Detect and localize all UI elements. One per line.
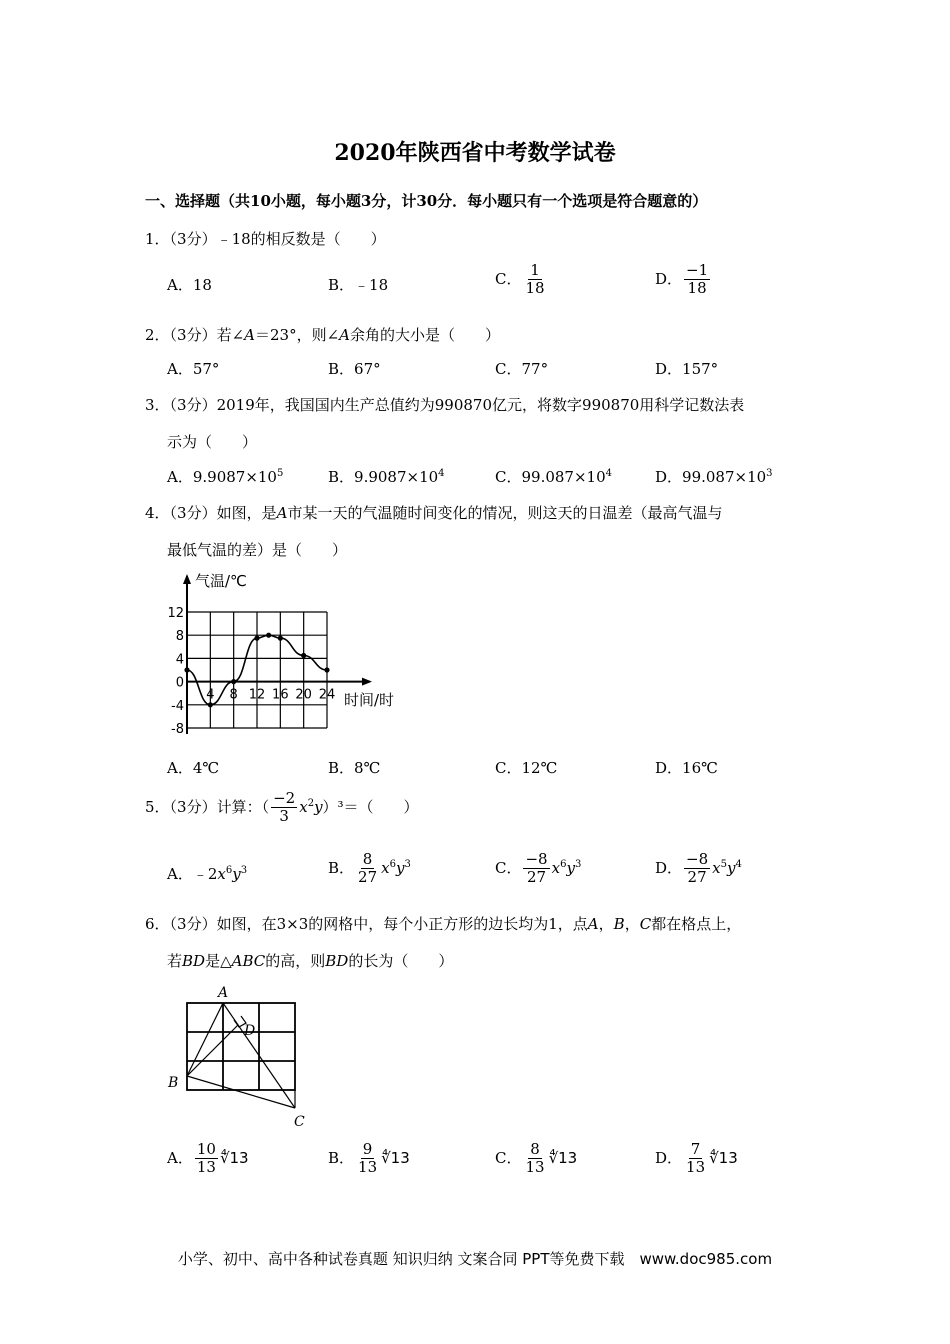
x-tick-label: 16 xyxy=(272,687,289,703)
x-tick-label: 24 xyxy=(318,687,336,703)
q2-option-d: D．157° xyxy=(655,360,719,378)
q1-option-c: C． $\frac{1}{18}$ xyxy=(495,261,545,298)
q6-option-a: A． $\frac{10}{13}$ ∜13 xyxy=(167,1140,249,1177)
data-point xyxy=(278,636,283,641)
data-point xyxy=(184,667,189,672)
y-tick-label: 8 xyxy=(175,629,184,645)
question-4-line1: 4．（3分）如图，是A市某一天的气温随时间变化的情况，则这天的日温差（最高气温与 xyxy=(145,504,723,522)
data-point xyxy=(231,679,236,684)
y-tick-label: -8 xyxy=(171,722,184,737)
question-4-line2: 最低气温的差）是（ ） xyxy=(167,541,348,559)
y-tick-label: 12 xyxy=(167,606,184,621)
y-tick-label: 4 xyxy=(175,652,184,668)
q5-option-d: D． $\frac{-8}{27}$ $x^5y^4$ xyxy=(655,850,742,887)
data-point xyxy=(208,702,213,707)
page-footer: 小学、初中、高中各种试卷真题 知识归纳 文案合同 PPT等免费下载 www.doc985.com xyxy=(177,1250,773,1268)
temperature-chart xyxy=(160,568,420,746)
q4-option-c: C．12℃ xyxy=(495,759,558,777)
question-1-stem: 1．（3分）﹣18的相反数是（ ） xyxy=(145,230,386,248)
q4-option-a: A．4℃ xyxy=(167,759,220,777)
q1-option-b: B．﹣18 xyxy=(328,276,389,294)
data-point xyxy=(324,667,329,672)
data-point xyxy=(254,636,259,641)
y-axis-arrow xyxy=(183,574,191,584)
q6-option-b: B． $\frac{9}{13}$ ∜13 xyxy=(328,1140,410,1177)
question-3-line1: 3．（3分）2019年，我国国内生产总值约为990870亿元，将数字990870用科学记数法表 xyxy=(145,396,745,414)
grid-triangle-figure xyxy=(160,980,320,1132)
y-tick-label: -4 xyxy=(171,698,184,714)
question-2-stem: 2．（3分）若∠A＝23°，则∠A余角的大小是（ ） xyxy=(145,326,501,344)
q3-option-b: B．$9.9087\times 10^4$ xyxy=(328,468,445,486)
q2-option-c: C．77° xyxy=(495,360,549,378)
x-tick-label: 12 xyxy=(248,687,266,703)
segment-bc xyxy=(187,1076,295,1108)
q2-option-b: B．67° xyxy=(328,360,381,378)
point-c-label: C xyxy=(294,1114,305,1130)
point-d-label: D xyxy=(244,1023,256,1039)
chart-y-axis-label: 气温/℃ xyxy=(195,572,247,590)
page-title: 2020年陕西省中考数学试卷 xyxy=(334,140,616,166)
q3-option-c: C．$99.087\times 10^4$ xyxy=(495,468,612,486)
point-a-label: A xyxy=(218,985,229,1001)
q5-option-a: A．$﹣2x^6y^3$ xyxy=(167,865,248,883)
q5-option-b: B． $\frac{8}{27}$ $x^6y^3$ xyxy=(328,850,411,887)
q2-option-a: A．57° xyxy=(167,360,220,378)
question-6-line2: 若BD是△ABC的高，则BD的长为（ ） xyxy=(167,952,454,970)
data-point xyxy=(301,653,306,658)
q1-option-d: D． $\frac{-1}{18}$ xyxy=(655,261,709,298)
question-5-stem: 5．（3分）计算：（ $\frac{-2}{3}$ $x^2y)^3=$（ ） xyxy=(145,789,419,826)
section-heading: 一、选择题（共10小题，每小题3分，计30分．每小题只有一个选项是符合题意的） xyxy=(145,192,708,210)
segment-ab xyxy=(187,1003,223,1076)
q3-option-d: D．$99.087\times 10^3$ xyxy=(655,468,773,486)
q1-option-a: A．18 xyxy=(167,276,212,294)
data-point xyxy=(266,633,271,638)
x-axis-arrow xyxy=(362,678,372,686)
question-6-line1: 6．（3分）如图，在3×3的网格中，每个小正方形的边长均为1，点A，B，C都在格点上， xyxy=(145,915,742,933)
q4-option-d: D．16℃ xyxy=(655,759,718,777)
q6-option-d: D． $\frac{7}{13}$ ∜13 xyxy=(655,1140,738,1177)
q3-option-a: A．$9.9087\times 10^5$ xyxy=(167,468,284,486)
question-3-line2: 示为（ ） xyxy=(167,433,258,451)
x-tick-label: 4 xyxy=(206,687,215,703)
chart-x-axis-label: 时间/时 xyxy=(344,691,395,709)
y-tick-label: 0 xyxy=(175,675,184,691)
x-tick-label: 20 xyxy=(295,687,312,703)
point-b-label: B xyxy=(168,1075,179,1091)
q6-option-c: C． $\frac{8}{13}$ ∜13 xyxy=(495,1140,578,1177)
q5-option-c: C． $\frac{-8}{27}$ $x^6y^3$ xyxy=(495,850,582,887)
q4-option-b: B．8℃ xyxy=(328,759,381,777)
x-tick-label: 8 xyxy=(229,687,238,703)
